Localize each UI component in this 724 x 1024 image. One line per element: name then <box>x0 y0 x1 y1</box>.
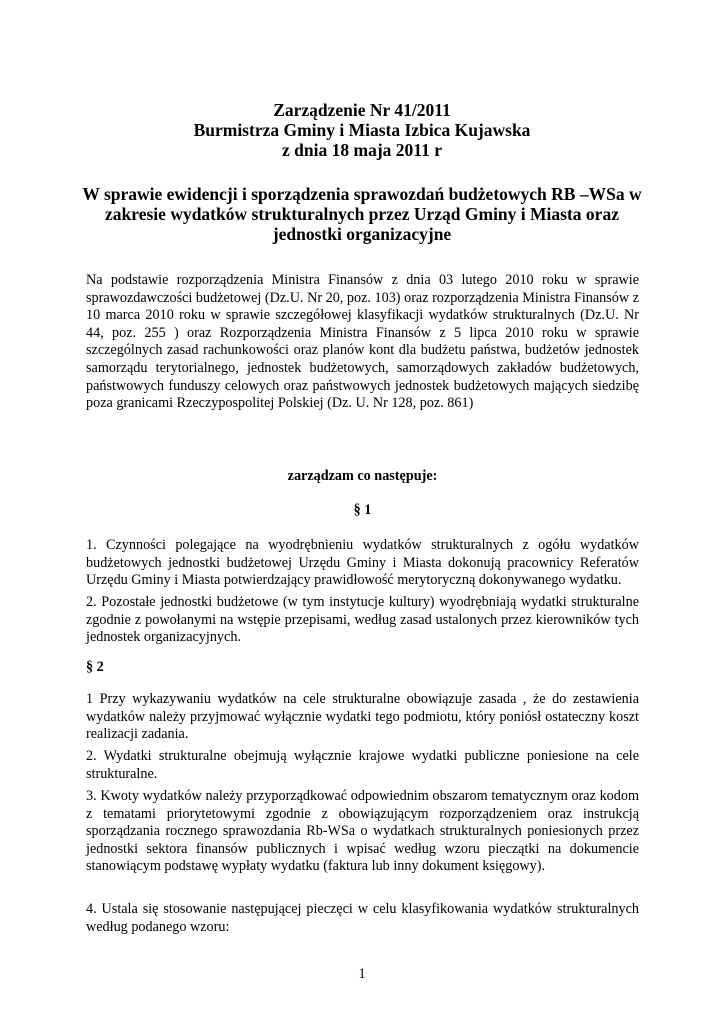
preamble-paragraph: Na podstawie rozporządzenia Ministra Finansów z dnia 03 lutego 2010 roku w sprawie sprawozdawczości budżetowej (Dz.U. Nr 20, poz. 103) oraz rozporządzenia Ministra Finansów z 10 marca 2010 roku w sprawie szczegółowej klasyfikacji wydatków strukturalnych (Dz.U. Nr 44, poz. 255 ) oraz Rozporządzenia Ministra Finansów z 5 lipca 2010 roku w sprawie szczególnych zasad rachunkowości oraz planów kont dla budżetu państwa, budżetów jednostek samorządu terytorialnego, jednostek budżetowych, samorządowych zakładów budżetowych, państwowych funduszy celowych oraz państwowych jednostek budżetowych mających siedzibę poza granicami Rzeczypospolitej Polskiej (Dz. U. Nr 128, poz. 861) <box>86 272 639 412</box>
document-subject <box>70 184 654 244</box>
section-1-paragraph-1: 1. Czynności polegające na wyodrębnieniu wydatków strukturalnych z ogółu wydatków budżetowych jednostki budżetowej Urzędu Gminy i Miasta dokonują pracownicy Referatów Urzędu Gminy i Miasta potwierdzający prawidłowość merytoryczną dokonywanego wydatku. <box>86 537 639 589</box>
title-line-1: Zarządzenie Nr 41/2011 <box>273 100 451 120</box>
section-2-paragraph-2: 2. Wydatki strukturalne obejmują wyłącznie krajowe wydatki publiczne poniesione na cele strukturalne. <box>86 748 639 782</box>
document-title <box>60 100 664 160</box>
decree-statement: zarządzam co następuje: <box>287 468 438 484</box>
page-number: 1 <box>358 966 366 982</box>
section-1-paragraph-2: 2. Pozostałe jednostki budżetowe (w tym instytucje kultury) wyodrębniają wydatki strukturalne zgodnie z powołanymi na wstępie przepisami, według zasad ustalonych przez kierowników tych jednostek organizacyjnych. <box>86 594 639 646</box>
section-2-paragraph-1: 1 Przy wykazywaniu wydatków na cele strukturalne obowiązuje zasada , że do zestawienia wydatków należy przyjmować wyłącznie wydatki tego podmiotu, który poniósł ostateczny koszt realizacji zadania. <box>86 691 639 743</box>
section-1-heading: § 1 <box>353 502 372 518</box>
section-2-heading: § 2 <box>86 659 104 675</box>
title-line-3: z dnia 18 maja 2011 r <box>282 140 442 160</box>
section-2-paragraph-4: 4. Ustala się stosowanie następującej pieczęci w celu klasyfikowania wydatków strukturalnych według podanego wzoru: <box>86 901 639 935</box>
subject-line-2: zakresie wydatków strukturalnych przez Urząd Gminy i Miasta oraz <box>105 204 619 224</box>
subject-line-3: jednostki organizacyjne <box>272 224 452 244</box>
section-2-paragraph-3: 3. Kwoty wydatków należy przyporządkować odpowiednim obszarom tematycznym oraz kodom z tematami priorytetowymi zgodnie z obowiązującym rozporządzeniem oraz instrukcją sporządzania rocznego sprawozdania Rb-WSa o wydatkach strukturalnych poniesionych przez jednostki sektora finansów publicznych i wpisać według wzoru pieczątki na dokumencie stanowiącym podstawę wypłaty wydatku (faktura lub inny dokument księgowy). <box>86 788 639 875</box>
subject-line-1: W sprawie ewidencji i sporządzenia sprawozdań budżetowych RB –WSa w <box>82 184 642 204</box>
title-line-2: Burmistrza Gminy i Miasta Izbica Kujawska <box>193 120 531 140</box>
